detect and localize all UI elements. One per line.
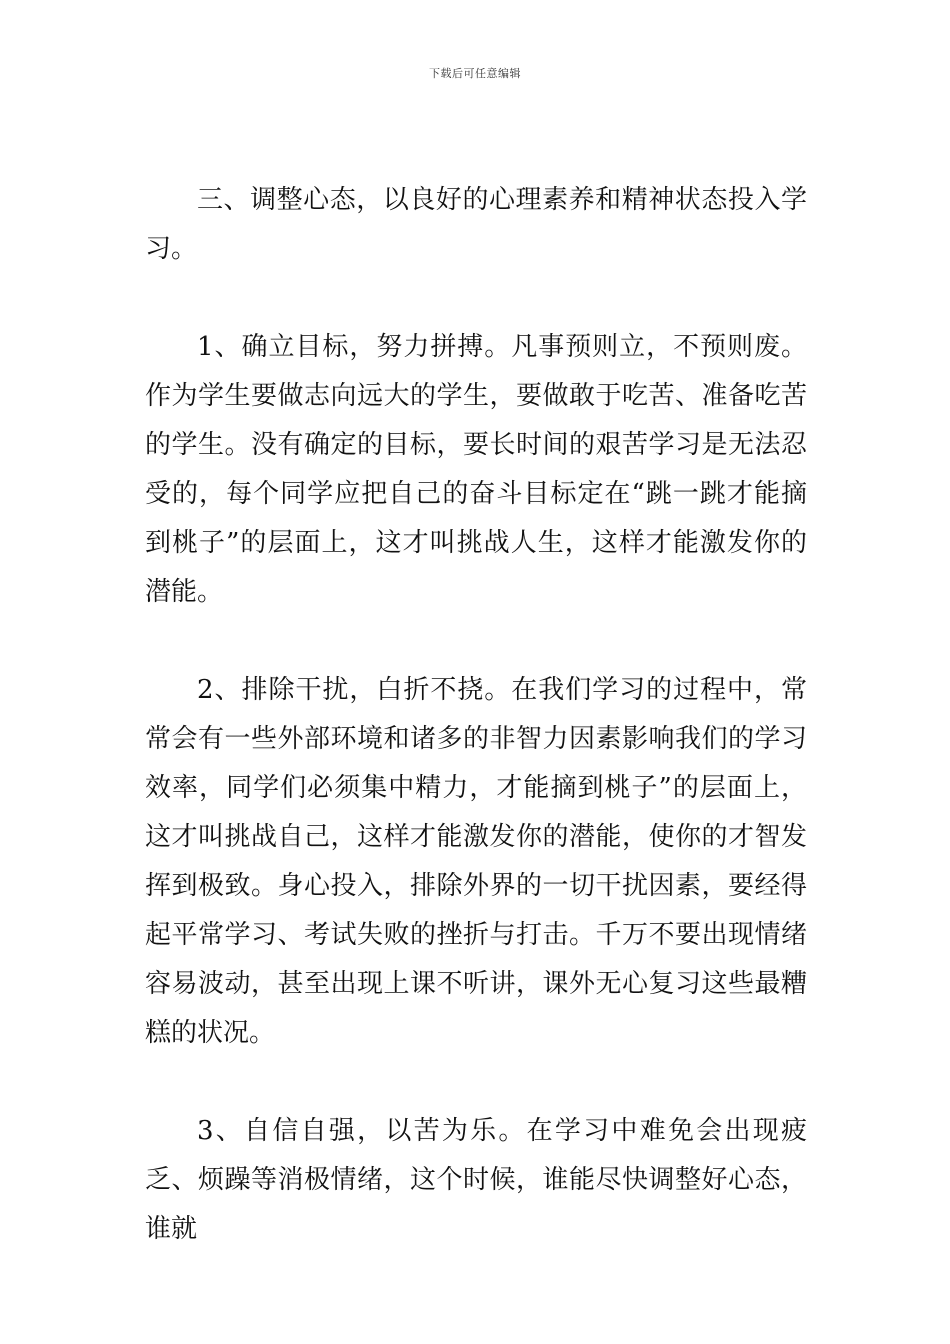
paragraph-eliminate-distractions: 2、排除干扰，白折不挠。在我们学习的过程中，常常会有一些外部环境和诸多的非智力因素影响我们的学习效率，同学们必须集中精力，才能摘到桃子”的层面上，这才叫挑战自己，这样才能激发你的潜能，使你的才智发挥到极致。身心投入，排除外界的一切干扰因素，要经得起平常学习、考试失败的挫折与打击。千万不要出现情绪容易波动，甚至出现上课不听讲，课外无心复习这些最糟糕的状况。 xyxy=(145,675,807,1048)
paragraph-set-goals: 1、确立目标，努力拼搏。凡事预则立，不预则废。作为学生要做志向远大的学生，要做敢于吃苦、准备吃苦的学生。没有确定的目标，要长时间的艰苦学习是无法忍受的，每个同学应把自己的奋斗目标定在“跳一跳才能摘到桃子”的层面上，这才叫挑战人生，这样才能激发你的潜能。 xyxy=(145,332,807,607)
paragraph-self-confidence: 3、自信自强，以苦为乐。在学习中难免会出现疲乏、烦躁等消极情绪，这个时候，谁能尽快调整好心态，谁就 xyxy=(145,1116,807,1244)
document-body xyxy=(145,176,807,1254)
page-header-note: 下载后可任意编辑 xyxy=(429,67,521,80)
section-heading-paragraph: 三、调整心态，以良好的心理素养和精神状态投入学习。 xyxy=(145,185,807,264)
